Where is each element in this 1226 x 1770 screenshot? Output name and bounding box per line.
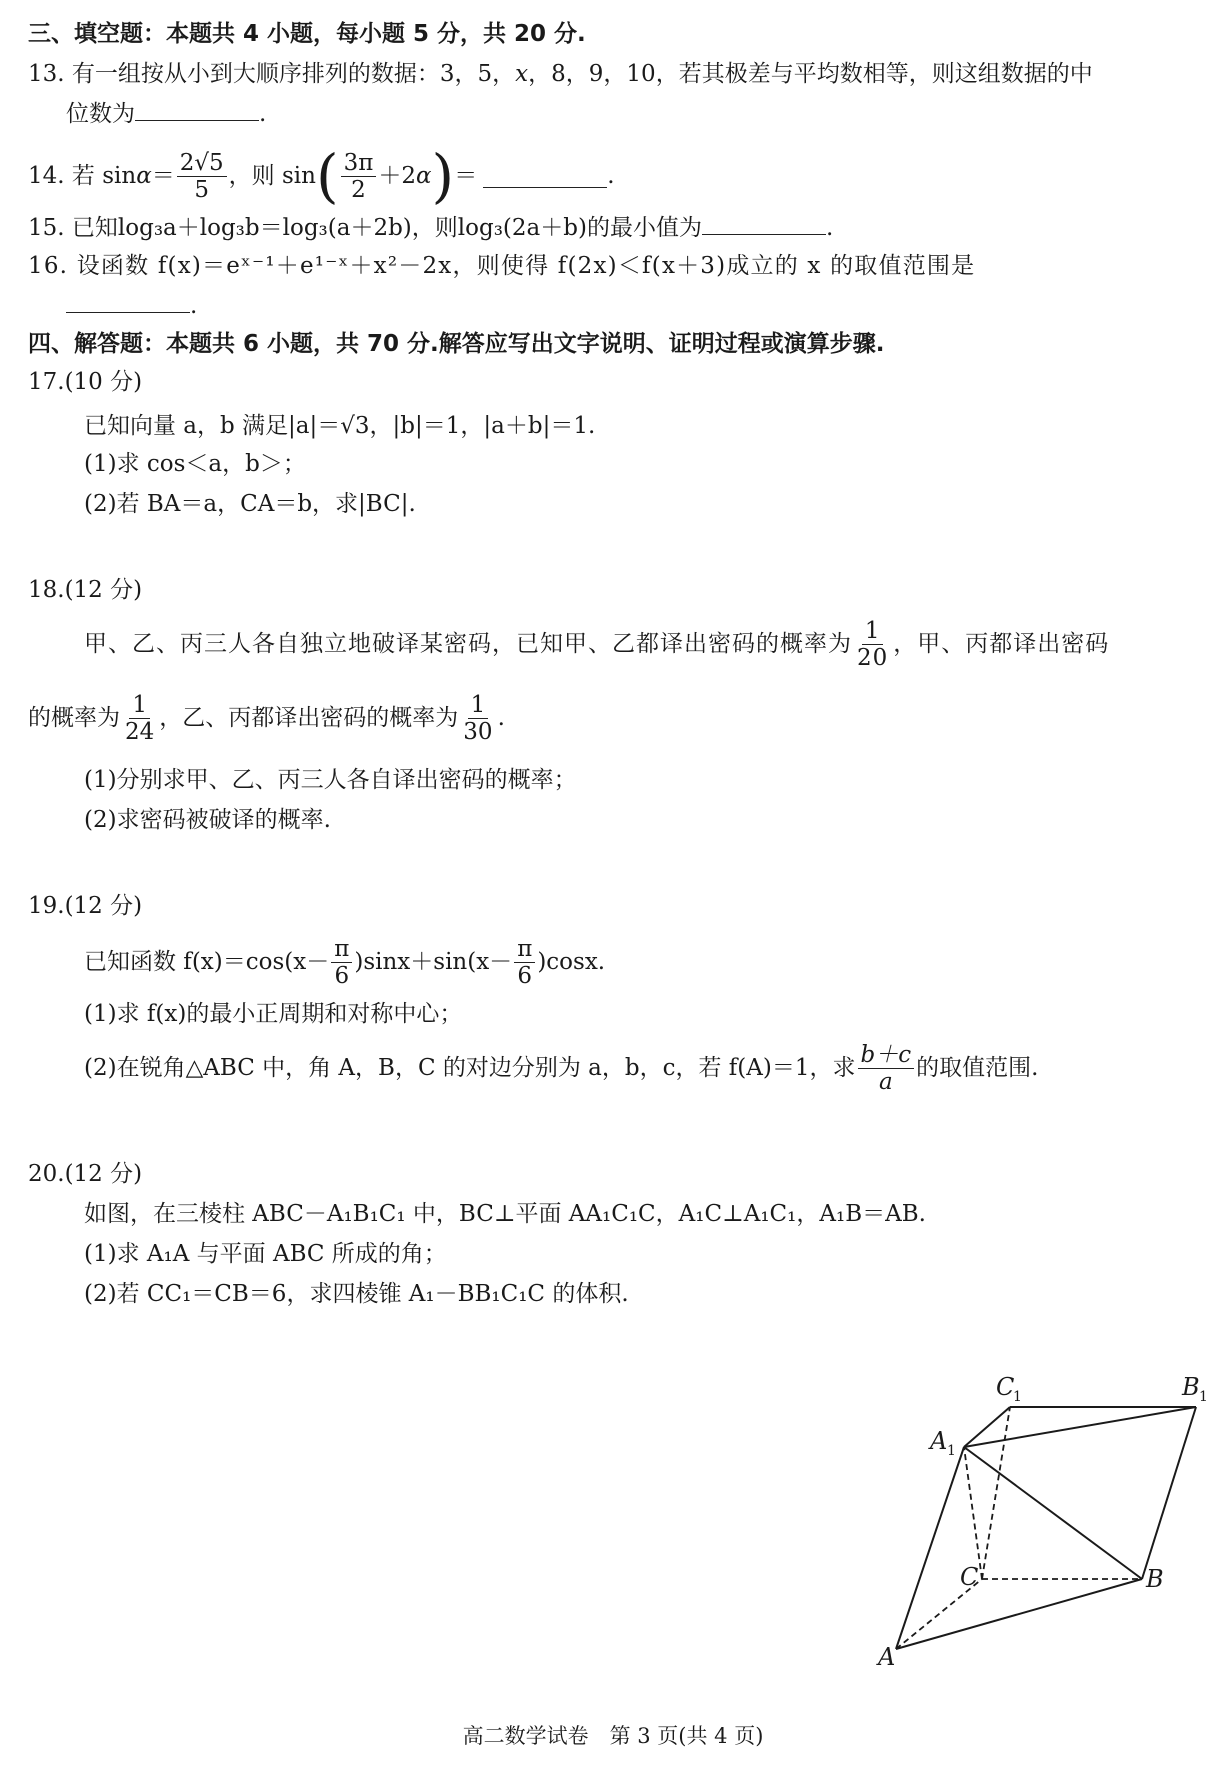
q20-part-2: (2)若 CC₁＝CB＝6，求四棱锥 A₁－BB₁C₁C 的体积. <box>84 1281 629 1307</box>
q14-text-b: ，则 sin <box>228 163 316 189</box>
q19-heading <box>28 892 142 920</box>
q14-frac2-num: 3π <box>341 150 377 177</box>
q15-answer-blank[interactable] <box>702 212 826 235</box>
edge-C-C1-hidden <box>982 1407 1010 1579</box>
section-4-header: 四、解答题：本题共 6 小题，共 70 分.解答应写出文字说明、证明过程或演算步骤. <box>28 331 885 357</box>
q18-part-2: (2)求密码被破译的概率. <box>84 807 331 833</box>
q15-line <box>28 212 833 242</box>
q14-right-paren: ) <box>431 142 455 210</box>
q16-number: 16. <box>28 253 69 279</box>
q20-number: 20. <box>28 1161 65 1187</box>
q14-fraction-value <box>177 150 227 203</box>
q18-fraction-1-24 <box>122 692 157 745</box>
q17-points: (10 分) <box>64 369 143 395</box>
q19-frac-num: b＋c <box>858 1042 915 1069</box>
q20-heading <box>28 1160 142 1188</box>
q19-six-a: 6 <box>334 962 350 989</box>
q19-six-b: 6 <box>517 962 533 989</box>
q18-f2-num: 1 <box>129 692 150 719</box>
q14-answer-blank[interactable] <box>483 165 607 188</box>
q13-var-x: x <box>515 61 529 87</box>
q18-text-2b: ，乙、丙都译出密码的概率为 <box>159 705 459 731</box>
q14-frac-den: 5 <box>194 176 210 203</box>
q18-text-2a: 的概率为 <box>28 705 120 731</box>
q15-number: 15. <box>28 215 65 241</box>
q18-fraction-1-20 <box>854 618 891 671</box>
q19-text-1: 已知函数 f(x)＝cos(x－ <box>84 949 330 975</box>
q14-left-paren: ( <box>315 142 339 210</box>
edge-A1-B <box>964 1447 1142 1579</box>
q14-alpha: α <box>136 163 152 189</box>
q18-f2-den: 24 <box>125 718 155 745</box>
label-B1-sub: 1 <box>1199 1389 1208 1405</box>
q18-f3-num: 1 <box>468 692 489 719</box>
q17-number: 17. <box>28 369 65 395</box>
label-A1-sub: 1 <box>947 1443 956 1459</box>
q16-period: . <box>190 293 198 319</box>
edge-C-A1-hidden <box>964 1447 982 1579</box>
label-B1: B <box>1182 1373 1200 1401</box>
section-3-header: 三、填空题：本题共 4 小题，每小题 5 分，共 20 分. <box>28 21 586 47</box>
q13-line-1 <box>28 60 1093 88</box>
label-C1: C <box>996 1373 1015 1401</box>
q18-points: (12 分) <box>64 577 143 603</box>
q15-text: 已知log₃a＋log₃b＝log₃(a＋2b)，则log₃(2a＋b)的最小值为 <box>71 215 702 241</box>
q14-line <box>28 142 615 210</box>
q18-number: 18. <box>28 577 65 603</box>
q14-fraction-3pi-2 <box>341 150 377 203</box>
q19-fraction-pi-6-a <box>331 936 352 989</box>
q20-points: (12 分) <box>64 1161 143 1187</box>
q19-text-2: )sinx＋sin(x－ <box>354 949 513 975</box>
q19-pi-a: π <box>331 936 352 963</box>
label-C: C <box>960 1563 979 1591</box>
q13-line-2 <box>66 98 266 128</box>
q19-part-2-tail: 的取值范围. <box>916 1055 1039 1081</box>
q13-text-c: 位数为 <box>66 101 135 127</box>
q18-part-1: (1)分别求甲、乙、丙三人各自译出密码的概率； <box>84 767 577 793</box>
q13-text-a: 有一组按从小到大顺序排列的数据：3，5， <box>71 61 516 87</box>
q17-part-2: (2)若 BA＝a，CA＝b，求|BC|. <box>84 491 416 517</box>
q16-line-2 <box>66 290 197 320</box>
q19-text-3: )cosx. <box>537 949 606 975</box>
q14-text-a: 若 sin <box>71 163 137 189</box>
label-A1: A <box>930 1427 948 1455</box>
q13-period: . <box>259 101 267 127</box>
q18-text-1b: ，甲、丙都译出密码 <box>893 631 1110 657</box>
edge-A-A1 <box>896 1447 964 1649</box>
q20-part-1: (1)求 A₁A 与平面 ABC 所成的角； <box>84 1241 447 1267</box>
q18-line-1 <box>84 616 1109 672</box>
q18-line-2 <box>28 690 505 746</box>
q19-pi-b: π <box>514 936 535 963</box>
label-B: B <box>1146 1565 1164 1593</box>
q19-fraction-bc-a <box>858 1042 915 1095</box>
q19-stem <box>84 932 605 992</box>
page-footer: 高二数学试卷 第 3 页(共 4 页) <box>462 1724 764 1748</box>
q20-stem: 如图，在三棱柱 ABC－A₁B₁C₁ 中，BC⊥平面 AA₁C₁C，A₁C⊥A₁C₁，A₁B＝AB. <box>84 1201 926 1227</box>
label-C1-sub: 1 <box>1013 1389 1022 1405</box>
q14-frac-num: 2√5 <box>177 150 227 177</box>
q19-part-1: (1)求 f(x)的最小正周期和对称中心； <box>84 1001 463 1027</box>
q18-text-2c: . <box>497 705 505 731</box>
q16-text: 设函数 f(x)＝eˣ⁻¹＋e¹⁻ˣ＋x²－2x，则使得 f(2x)＜f(x＋3)成立的 x 的取值范围是 <box>76 253 976 279</box>
q14-eq-2: ＝ <box>454 163 478 189</box>
q15-period: . <box>825 215 834 241</box>
q17-heading <box>28 368 142 396</box>
q16-answer-blank[interactable] <box>66 290 190 313</box>
q18-heading <box>28 576 142 604</box>
q14-text-c: ＋2 <box>378 163 416 189</box>
q18-f3-den: 30 <box>463 718 493 745</box>
edge-B-B1 <box>1142 1407 1196 1579</box>
q14-number: 14. <box>28 163 65 189</box>
q14-period: . <box>607 163 615 189</box>
q19-frac-den: a <box>878 1068 893 1095</box>
q17-stem: 已知向量 a，b 满足|a|＝√3，|b|＝1，|a＋b|＝1. <box>84 413 596 439</box>
q18-text-1: 甲、乙、丙三人各自独立地破译某密码，已知甲、乙都译出密码的概率为 <box>84 631 852 657</box>
q13-number: 13. <box>28 61 65 87</box>
label-A: A <box>878 1643 896 1667</box>
q19-points: (12 分) <box>64 893 143 919</box>
q18-fraction-1-30 <box>460 692 495 745</box>
prism-figure <box>876 1367 1216 1667</box>
q14-eq: ＝ <box>151 163 175 189</box>
q19-part-2-text: (2)在锐角△ABC 中，角 A，B，C 的对边分别为 a，b，c，若 f(A)＝1，求 <box>84 1055 856 1081</box>
q19-number: 19. <box>28 893 65 919</box>
q14-alpha-2: α <box>416 163 432 189</box>
edge-A-B <box>896 1579 1142 1649</box>
q18-f1-den: 20 <box>857 644 889 671</box>
q17-part-1: (1)求 cos＜a，b＞； <box>84 451 306 477</box>
q19-part-2 <box>84 1038 1038 1098</box>
q13-answer-blank[interactable] <box>135 98 259 121</box>
q14-frac2-den: 2 <box>351 176 366 203</box>
edge-A1-B1 <box>964 1407 1196 1447</box>
q13-text-b: ，8，9，10，若其极差与平均数相等，则这组数据的中 <box>528 61 1093 87</box>
q16-line-1 <box>28 252 975 280</box>
q18-f1-num: 1 <box>862 618 884 645</box>
q19-fraction-pi-6-b <box>514 936 535 989</box>
